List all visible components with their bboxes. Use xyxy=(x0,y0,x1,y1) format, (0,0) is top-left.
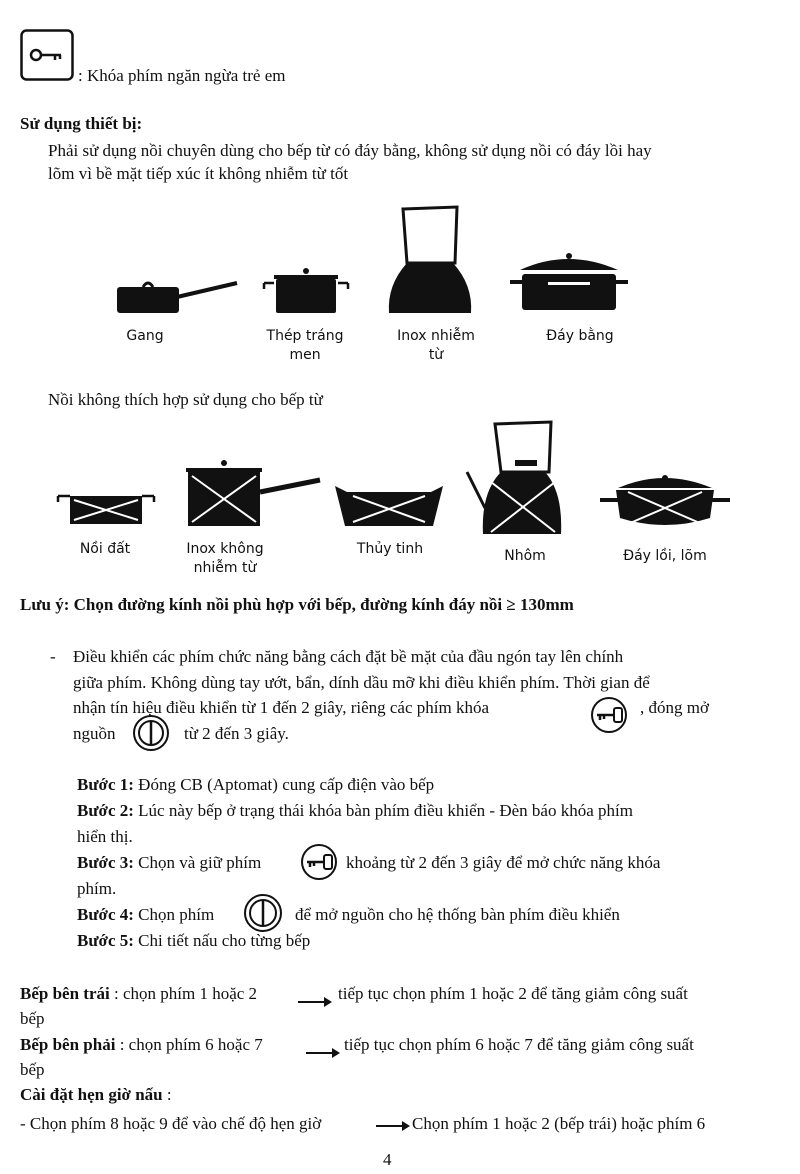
step-3-text-b: khoảng từ 2 đến 3 giây để mở chức năng khóa xyxy=(346,853,661,872)
timer-heading-line xyxy=(20,1085,172,1105)
lock-key-icon xyxy=(300,843,338,881)
pot-label-curved: Đáy lồi, lõm xyxy=(623,548,707,564)
pot-label-enamel-2: men xyxy=(289,347,321,363)
arrow-right-icon xyxy=(298,996,332,1008)
pot-label-flat: Đáy bằng xyxy=(546,328,614,344)
step-1 xyxy=(77,775,434,795)
pot-label-nonmagnetic-1: Inox không xyxy=(186,541,264,557)
pot-label-gang: Gang xyxy=(126,328,164,344)
control-line4a: nguồn xyxy=(73,724,116,743)
step-2 xyxy=(77,801,633,821)
timer-line-a: - Chọn phím 8 hoặc 9 để vào chế độ hẹn giờ xyxy=(20,1114,322,1133)
step-4-text-b: để mở nguồn cho hệ thống bàn phím điều khiển xyxy=(295,905,620,924)
step-3-cont: phím. xyxy=(77,879,117,898)
left-zone-text-b: tiếp tục chọn phím 1 hoặc 2 để tăng giảm công suất xyxy=(338,984,688,1003)
arrow-right-icon xyxy=(306,1047,340,1059)
arrow-right-icon xyxy=(376,1120,410,1132)
step-4 xyxy=(77,905,214,925)
control-line2: giữa phím. Không dùng tay ướt, bẩn, dính dầu mỡ khi điều khiển phím. Thời gian để xyxy=(73,673,650,692)
pot-label-magnetic-1: Inox nhiễm xyxy=(397,328,475,344)
left-zone-line xyxy=(20,984,257,1004)
unsuitable-heading: Nồi không thích hợp sử dụng cho bếp từ xyxy=(48,390,323,409)
control-line4b: từ 2 đến 3 giây. xyxy=(184,724,289,743)
curved-bottom-pot-icon xyxy=(598,466,732,530)
step-5 xyxy=(77,931,310,951)
usage-heading: Sử dụng thiết bị: xyxy=(20,114,143,133)
control-line1: Điều khiển các phím chức năng bằng cách đặt bề mặt của đầu ngón tay lên chính xyxy=(73,647,624,666)
step-3-label: Bước 3: xyxy=(77,853,134,872)
pot-size-note: Lưu ý: Chọn đường kính nồi phù hợp với bếp, đường kính đáy nồi ≥ 130mm xyxy=(20,595,574,614)
aluminium-kettle-icon xyxy=(465,420,565,538)
right-zone-text-a: : chọn phím 6 hoặc 7 xyxy=(119,1035,263,1054)
step-5-label: Bước 5: xyxy=(77,931,134,950)
pot-label-aluminium: Nhôm xyxy=(504,548,546,564)
key-icon xyxy=(20,29,74,81)
control-line3a: nhận tín hiệu điều khiển từ 1 đến 2 giây, riêng các phím khóa xyxy=(73,698,490,717)
step-4-label: Bước 4: xyxy=(77,905,134,924)
step-2-text: Lúc này bếp ở trạng thái khóa bàn phím điều khiển - Đèn báo khóa phím xyxy=(138,801,633,820)
step-5-text: Chi tiết nấu cho từng bếp xyxy=(138,931,311,950)
left-zone-label: Bếp bên trái xyxy=(20,984,110,1003)
step-1-label: Bước 1: xyxy=(77,775,134,794)
power-icon xyxy=(132,714,170,752)
usage-para-line1: Phải sử dụng nồi chuyên dùng cho bếp từ có đáy bằng, không sử dụng nồi có đáy lồi hay xyxy=(48,141,652,160)
pot-label-glass: Thủy tinh xyxy=(356,541,424,557)
clay-pot-icon xyxy=(56,492,156,526)
step-2-label: Bước 2: xyxy=(77,801,134,820)
nonmagnetic-steel-pot-icon xyxy=(186,458,322,528)
right-zone-label: Bếp bên phải xyxy=(20,1035,116,1054)
right-zone-text-b: tiếp tục chọn phím 6 hoặc 7 để tăng giảm công suất xyxy=(344,1035,694,1054)
timer-heading-suffix: : xyxy=(162,1085,172,1104)
power-icon xyxy=(243,893,283,933)
kettle-icon xyxy=(385,205,475,317)
flat-bottom-pot-icon xyxy=(508,250,630,312)
right-zone-text2: bếp xyxy=(20,1060,45,1079)
cast-iron-pan-icon xyxy=(115,275,240,315)
step-4-text-a: Chọn phím xyxy=(138,905,215,924)
pot-label-enamel-1: Thép tráng xyxy=(266,328,344,344)
key-legend-text: : Khóa phím ngăn ngừa trẻ em xyxy=(78,66,286,85)
left-zone-text-a: : chọn phím 1 hoặc 2 xyxy=(113,984,258,1003)
pot-label-nonmagnetic-2: nhiễm từ xyxy=(193,560,257,576)
left-zone-text2: bếp xyxy=(20,1009,45,1028)
enamel-pot-icon xyxy=(262,265,350,315)
lock-key-icon xyxy=(590,696,628,734)
control-dash: - xyxy=(50,647,56,666)
pot-label-clay: Nồi đất xyxy=(79,541,131,557)
timer-line-b: Chọn phím 1 hoặc 2 (bếp trái) hoặc phím 6 xyxy=(412,1114,706,1133)
step-3-text-a: Chọn và giữ phím xyxy=(138,853,262,872)
step-1-text: Đóng CB (Aptomat) cung cấp điện vào bếp xyxy=(138,775,435,794)
timer-heading: Cài đặt hẹn giờ nấu xyxy=(20,1085,163,1104)
right-zone-line xyxy=(20,1035,263,1055)
pot-label-magnetic-2: từ xyxy=(428,347,444,363)
control-line3b: , đóng mở xyxy=(640,698,709,717)
step-2-cont: hiển thị. xyxy=(77,827,133,846)
usage-para-line2: lõm vì bề mặt tiếp xúc ít không nhiễm từ tốt xyxy=(48,164,349,183)
step-3 xyxy=(77,853,261,873)
page-number: 4 xyxy=(383,1150,392,1169)
glass-pan-icon xyxy=(333,482,445,528)
